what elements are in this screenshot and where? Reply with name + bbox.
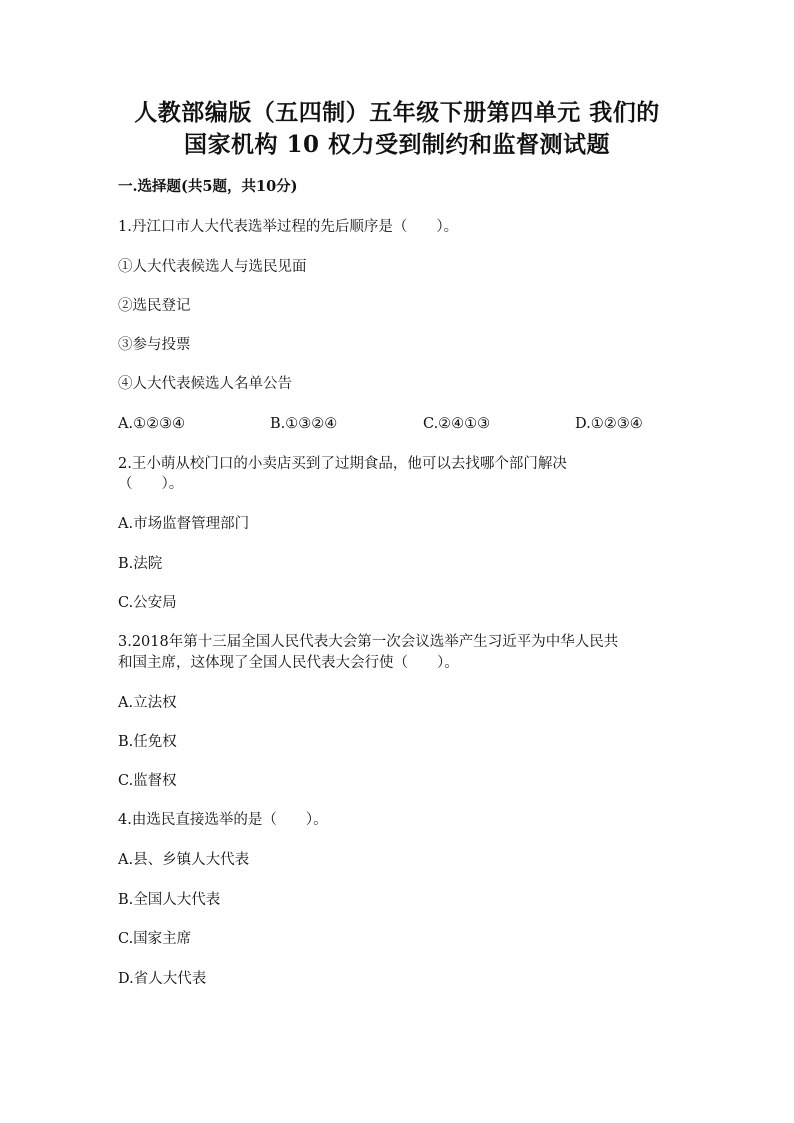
question-1-item-1: ①人大代表候选人与选民见面: [118, 259, 307, 275]
question-1-option-c[interactable]: C.②④①③: [423, 416, 491, 432]
question-1-option-d[interactable]: D.①②③④: [575, 416, 643, 432]
question-3-option-a[interactable]: A.立法权: [118, 695, 177, 711]
question-2-option-c[interactable]: C.公安局: [118, 595, 177, 611]
question-1-item-2: ②选民登记: [118, 298, 191, 314]
page-title-line-2: 国家机构 10 权力受到制约和监督测试题: [183, 131, 611, 158]
question-3-stem-line-2: 和国主席，这体现了全国人民代表大会行使（ ）。: [118, 655, 459, 671]
question-1-stem: 1.丹江口市人大代表选举过程的先后顺序是（ ）。: [118, 219, 459, 235]
question-2-option-a[interactable]: A.市场监督管理部门: [118, 516, 250, 532]
question-3-option-c[interactable]: C.监督权: [118, 773, 177, 789]
question-4-option-b[interactable]: B.全国人大代表: [118, 892, 221, 908]
page-title-line-1: 人教部编版（五四制）五年级下册第四单元 我们的: [134, 99, 660, 126]
question-1-option-a[interactable]: A.①②③④: [118, 416, 186, 432]
question-4-option-c[interactable]: C.国家主席: [118, 931, 192, 947]
question-3-option-b[interactable]: B.任免权: [118, 734, 177, 750]
question-4-option-d[interactable]: D.省人大代表: [118, 971, 207, 987]
question-3-stem-line-1: 3.2018年第十三届全国人民代表大会第一次会议选举产生习近平为中华人民共: [118, 634, 619, 650]
question-4-option-a[interactable]: A.县、乡镇人大代表: [118, 852, 250, 868]
section-heading: 一.选择题(共5题，共10分): [118, 178, 298, 195]
question-2-stem-line-2: （ ）。: [118, 476, 184, 492]
question-1-item-3: ③参与投票: [118, 337, 191, 353]
question-4-stem: 4.由选民直接选举的是（ ）。: [118, 812, 328, 828]
question-1-option-b[interactable]: B.①③②④: [270, 416, 338, 432]
question-2-option-b[interactable]: B.法院: [118, 556, 163, 572]
question-2-stem-line-1: 2.王小萌从校门口的小卖店买到了过期食品，他可以去找哪个部门解决: [118, 456, 567, 472]
question-1-options: [118, 414, 678, 434]
question-1-item-4: ④人大代表候选人名单公告: [118, 376, 292, 392]
